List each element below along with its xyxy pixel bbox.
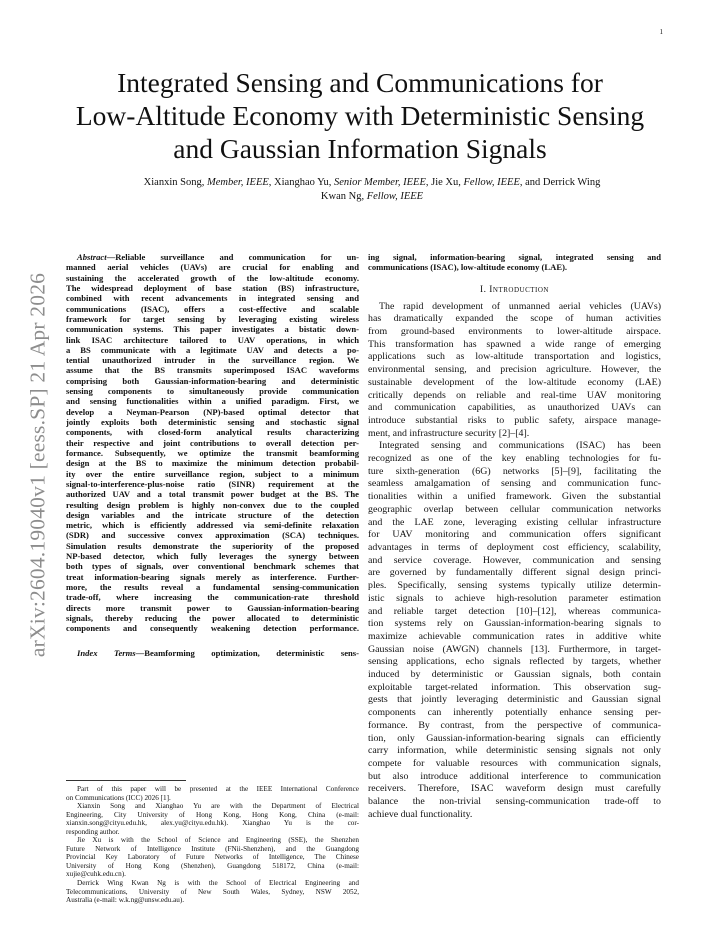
abstract-line: Abstract—Reliable surveillance and communication for un-	[77, 252, 359, 262]
abstract-line: (SDR) and successive convex approximation (SCA) techniques.	[66, 530, 359, 541]
abstract-line: both types of signals, over conventional benchmark schemes that	[66, 561, 359, 572]
body-line: The rapid development of unmanned aerial vehicles (UAVs)	[379, 300, 661, 312]
abstract-line: ity over the entire surveillance region, subject to a minimum	[66, 468, 359, 479]
abstract-line: metric, which is efficiently addressed via semi-definite relaxation	[66, 520, 359, 531]
title-line: and Gaussian Information Signals	[173, 133, 547, 164]
abstract-line: components and consequently weakening detection performance.	[66, 623, 359, 634]
body-line: sensing applications, echo signals reflected by targets, whether	[368, 656, 661, 668]
author-name: Kwan Ng,	[320, 191, 367, 202]
body-line: gests that jointly leveraging deterministic and Gaussian signal	[368, 694, 661, 706]
abstract-line: directs more transmit power to Gaussian-information-bearing	[66, 602, 359, 613]
abstract-line: sustaining the accelerated growth of the low-altitude economy.	[66, 272, 359, 283]
section-heading	[368, 285, 661, 295]
footnote-line: on Communications (ICC) 2026 [1].	[66, 793, 171, 802]
body-line: ples. Specifically, sensing systems typically utilize determin-	[368, 580, 661, 592]
body-line: has dramatically expanded the scope of human activities	[368, 313, 661, 325]
author-list	[88, 176, 656, 204]
abstract-line: a BS communicate with a legitimate UAV and detects a po-	[66, 344, 359, 355]
title-line: Low-Altitude Economy with Deterministic Sensing	[75, 100, 645, 131]
abstract-line: NP-based detector, which fully leverages the synergy between	[66, 551, 359, 562]
body-line: and the LAE zone, leveraging existing cellular infrastructure	[368, 516, 661, 528]
index-terms-line: Index Terms—Beamforming optimization, deterministic sens-	[77, 647, 359, 658]
intro-paragraph-2	[368, 440, 661, 821]
index-terms-line: ing signal, information-bearing signal, integrated sensing and	[368, 252, 661, 262]
abstract-line: combined with recent advancements in integrated sensing and	[66, 293, 359, 304]
abstract-line: develop a Neyman-Pearson (NP)-based optimal detector that	[66, 406, 359, 417]
index-terms-label: Index Terms	[77, 647, 136, 658]
body-line: are governed by fundamentally different signal design princi-	[368, 567, 661, 579]
body-line: seamless amalgamation of sensing and communication func-	[368, 478, 661, 490]
abstract-line: link ISAC architecture tailored to UAV operations, in which	[66, 334, 359, 345]
body-line: geographic overlap between cellular communication networks	[368, 503, 661, 515]
abstract-line: communications (ISAC), offers a cost-effective and scalable	[66, 303, 359, 314]
footnote-line: Provincial Key Laboratory of Future Networks of Intelligence, The Chinese	[66, 853, 359, 862]
abstract-line: Simulation results demonstrate the superiority of the proposed	[66, 540, 359, 551]
body-line: This transformation has spawned a wide range of emerging	[368, 338, 661, 350]
body-line: introduce substantial risks to public safety, airspace manage-	[368, 414, 661, 426]
abstract-label: Abstract	[77, 252, 107, 262]
abstract-line: framework for target sensing by leveraging existing wireless	[66, 313, 359, 324]
footnote-rule	[66, 780, 186, 781]
abstract-line: design variables and the intricate structure of the detection	[66, 509, 359, 520]
abstract-line: trade-off, where increasing the communication-rate threshold	[66, 592, 359, 603]
body-line: induced by deterministic or Gaussian signals, both contain	[368, 669, 661, 681]
footnote-line: responding author.	[66, 827, 120, 836]
arxiv-sidebar-stamp	[26, 255, 50, 675]
abstract-line: formance. Subsequently, we optimize the transmit beamforming	[66, 447, 359, 458]
author-name: , Xianghao Yu,	[268, 177, 335, 188]
index-terms	[66, 648, 359, 658]
title-line: Integrated Sensing and Communications for	[117, 67, 603, 98]
body-line: Gaussian noise (AWGN) channels [13]. Furthermore, in target-	[368, 643, 661, 655]
footnote-line: Future Network of Intelligence Institute (FNii-Shenzhen), and the Guangdong	[66, 844, 359, 853]
footnotes	[66, 785, 359, 905]
abstract-line: design at the BS to maximize the minimum detection probabil-	[66, 458, 359, 469]
body-line: istic signals to achieve high-resolution parameter estimation	[368, 592, 661, 604]
body-line: compete for valuable resources with communication signals,	[368, 757, 661, 769]
body-line: balance the non-trivial sensing-communication trade-off to	[368, 796, 661, 808]
abstract-line: signals, thereby reducing the power allocated to deterministic	[66, 612, 359, 623]
intro-paragraph-1	[368, 301, 661, 441]
footnote-line: Australia (e-mail: w.k.ng@unsw.edu.au).	[66, 896, 185, 905]
footnote-line: xujie@cuhk.edu.cn).	[66, 870, 126, 879]
body-line: tion systems rely on Gaussian-information-bearing signals to	[368, 618, 661, 630]
abstract-line: components, with closed-form analytical results characterizing	[66, 427, 359, 438]
body-line: and reliable target detection [10]–[12], whereas communica-	[368, 605, 661, 617]
footnote-line: Xianxin Song and Xianghao Yu are with the Department of Electrical	[77, 802, 359, 811]
body-line: sustainable development of the low-altitude economy (LAE)	[368, 376, 661, 388]
index-terms-line: communications (ISAC), low-altitude economy (LAE).	[368, 262, 568, 273]
author-name: , and Derrick Wing	[519, 177, 601, 188]
body-line: and communication capabilities, as unauthorized UAVs can	[368, 402, 661, 414]
footnote-line: Engineering, City University of Hong Kong, Hong Kong, China (e-mail:	[66, 810, 359, 819]
footnote-line: Jie Xu is with the School of Science and Engineering (SSE), the Shenzhen	[77, 836, 359, 845]
author-membership: Senior Member, IEEE	[334, 177, 426, 188]
author-membership: Member, IEEE	[206, 177, 269, 188]
left-column	[66, 252, 359, 658]
abstract-line: and sensing functionalities within a unified paradigm. First, we	[66, 396, 359, 407]
body-line: Integrated sensing and communications (ISAC) has been	[379, 440, 661, 452]
body-line: tion, only Gaussian-information-bearing signals can efficiently	[368, 732, 661, 744]
body-line: environmental sensing, and precision agriculture. However, the	[368, 364, 661, 376]
body-line: ture sixth-generation (6G) networks [5]–[9], facilitating the	[368, 465, 661, 477]
body-line: ment, and infrastructure security [2]–[4].	[368, 427, 530, 439]
section-title: I. Introduction	[480, 284, 549, 295]
abstract-line: authorized UAV and a total transmit power budget at the BS. The	[66, 489, 359, 500]
body-line: exploitable target-related information. This observation sug-	[368, 681, 661, 693]
body-line: achieve dual functionality.	[368, 808, 473, 820]
body-line: for UAV monitoring and communication offers significant	[368, 529, 661, 541]
right-column	[368, 252, 661, 821]
footnote-line: xianxin.song@cityu.edu.hk, alex.yu@cityu.edu.hk). Xianghao Yu is the cor-	[66, 819, 359, 828]
abstract-line: treat information-bearing signals merely as interference. Further-	[66, 571, 359, 582]
body-line: recognized as one of the key enabling technologies for fu-	[368, 453, 661, 465]
footnote-line: University of Hong Kong (Shenzhen), Guangdong 518172, China (e-mail:	[66, 861, 359, 870]
author-name: , Jie Xu,	[425, 177, 464, 188]
paper-title	[40, 66, 680, 165]
abstract-line: comprising both Gaussian-information-bearing and deterministic	[66, 375, 359, 386]
abstract	[66, 252, 359, 634]
index-terms-continued	[368, 252, 661, 273]
body-line: receivers. Therefore, ISAC waveform design must carefully	[368, 783, 661, 795]
abstract-line: tential unauthorized intruder in the surveillance region. We	[66, 355, 359, 366]
body-line: carry information, while deterministic sensing signals not only	[368, 745, 661, 757]
footnote-line: Telecommunications, University of New South Wales, Sydney, NSW 2052,	[66, 887, 359, 896]
body-line: and service coverage. However, communication and sensing	[368, 554, 661, 566]
body-line: applications such as low-altitude transportation and logistics,	[368, 351, 661, 363]
page-number: 1	[659, 28, 663, 36]
body-line: from ground-based environments to lower-altitude airspace.	[368, 326, 661, 338]
footnote-line: Part of this paper will be presented at the IEEE International Conference	[77, 785, 359, 793]
body-line: tionalities within a unified framework. Given the substantial	[368, 491, 661, 503]
arxiv-identifier: arXiv:2604.19040v1 [eess.SP] 21 Apr 2026	[25, 272, 50, 658]
body-line: components can inherently potentially enhance sensing per-	[368, 707, 661, 719]
footnote-line: Derrick Wing Kwan Ng is with the School of Electrical Engineering and	[77, 879, 359, 888]
author-membership: Fellow, IEEE	[366, 191, 424, 202]
author-membership: Fellow, IEEE	[463, 177, 520, 188]
abstract-line: manned aerial vehicles (UAVs) are crucial for enabling and	[66, 262, 359, 273]
abstract-line: sensing components to simultaneously provide communication	[66, 386, 359, 397]
abstract-line: their respective and joint contributions to overall detection per-	[66, 437, 359, 448]
abstract-line: communication systems. This paper investigates a bistatic down-	[66, 324, 359, 335]
body-line: advantages in terms of deployment cost efficiency, scalability,	[368, 541, 661, 553]
abstract-line: more, the results reveal a fundamental sensing-communication	[66, 582, 359, 592]
body-line: critically depends on reliable and real-time UAV monitoring	[368, 389, 661, 401]
body-line: formance. By contrast, from the perspective of communica-	[368, 719, 661, 731]
abstract-line: signal-to-interference-plus-noise ratio (SINR) requirement at the	[66, 478, 359, 489]
body-line: maximize achievable communication rates in additive white	[368, 630, 661, 642]
abstract-line: assume that the BS transmits superimposed ISAC waveforms	[66, 365, 359, 376]
abstract-line: jointly exploits both deterministic sensing and stochastic signal	[66, 417, 359, 427]
author-name: Xianxin Song,	[143, 177, 207, 188]
abstract-line: The widespread deployment of base station (BS) infrastructure,	[66, 282, 359, 293]
body-line: but also introduce additional interference to communication	[368, 770, 661, 782]
abstract-line: resulting design problem is highly non-convex due to the coupled	[66, 499, 359, 510]
